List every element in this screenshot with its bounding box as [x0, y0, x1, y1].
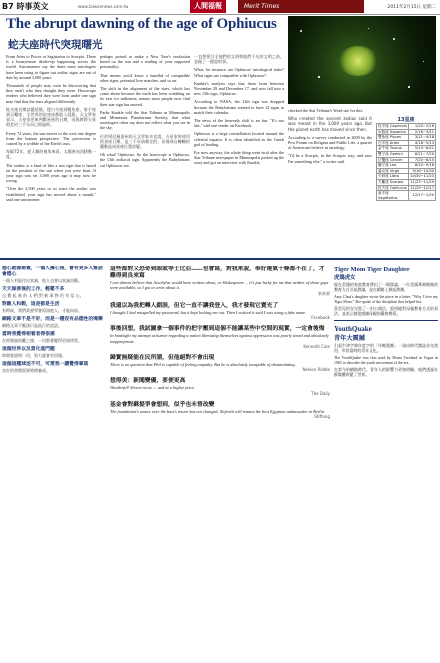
date-cell: 11/23~11/29 [410, 179, 434, 184]
item-title: 當時我覺得相看者得很感 [2, 332, 55, 337]
paragraph: According to a survey conducted in 2009 by the Pew Forum on Religion and Public Life, a quarter of Americans believe in astrology. [288, 134, 372, 151]
paragraph: 一直想要計全他們的文明和他們不凡的文明之前，並做了一樣說的事。 [194, 54, 284, 65]
quote-author: The Daily [311, 390, 330, 396]
item-body: 時間會證明一切，努力就會有回報。 [2, 353, 66, 358]
date-cell: 4/18~5/13 [409, 140, 436, 146]
item-title: 這個世界以及當化進門題 [2, 347, 55, 352]
date-cell: 6/21~7/20 [409, 151, 436, 157]
paragraph: The shift in the alignment of the stars, which has come about because the earth has been wobbling on its axis for millennia, means most people now find their star sign has moved. [100, 86, 190, 107]
item-body: 一個人若能付出真誠，他人也會以真誠回應。 [2, 278, 82, 283]
star [408, 86, 410, 88]
sign-cell: 蛇夫座 Ophiucus [377, 185, 409, 191]
quote-chinese: 想得美：新聞變優，要便更高 [110, 378, 186, 385]
paragraph: Oh what! Ophiucus. So the horoscope is Ophiucus, the 13th zodiacal sign. Apparently the Babylonians cut Ophiucus out. [100, 152, 190, 168]
item-body: 網路文章不應該只是流行的話語。 [2, 323, 62, 328]
tiger-mom-title-zh: 虎媽虎女 [334, 275, 356, 281]
issue-date: 2011年2月15日 星期二 [387, 5, 436, 10]
paragraph: 引起牛津字典年度字的「年輕震撼」一詞由時代雜誌首先使用，形容當時的青年文化。 [334, 344, 438, 354]
quote-english: In hindsight my attempt at humor regarding a nation liberating themselves against oppression was poorly timed and absolutely inappropriate. [110, 333, 329, 344]
sign-cell: 處女座 Virgo [377, 168, 409, 174]
date-cell: 2/16~3/11 [409, 129, 436, 135]
table-row [377, 191, 436, 201]
paragraph: "Over the 2,500 years or so since the zodiac was established, your sign has moved about a month," said one astronomer. [6, 186, 96, 202]
list-item [2, 302, 106, 313]
quote-chinese: 我還以為我把轉人錯誤，但它一直不讓我登入，我才發現它賣光了 [110, 302, 279, 309]
date-cell: 7/20~8/10 [409, 157, 436, 163]
quote-english: I thought I had misspelled my password, but it kept locking me out. Then I noticed it said I was using a fake name. [110, 309, 307, 315]
list-item [2, 287, 106, 298]
item-body: 良好的習慣需要時間養成。 [2, 368, 50, 373]
paragraph: The YouthQuake was first used by Diana Vreeland in Vogue in 1965 to describe the youth movement of the era. [334, 356, 438, 366]
quote-author: 新來頓 [318, 290, 330, 296]
quote-item [110, 326, 330, 349]
article-column-1 [6, 54, 96, 254]
table-caption: 13星座 [397, 117, 415, 123]
zodiac-table [376, 116, 436, 201]
paragraph: 蛇夫座近期話題延燒，從白羊座到雙魚座、射手座到天蠍座，全世界的星座迷都陷入混亂。天文學家表示，占星家用來判斷星座的日期，因與實際天象相差約三千年而已經過時。 [6, 106, 96, 128]
paragraph: The zodiac is a kind of like a sun sign that is based on the position of the sun when you were born. If your sign was set 3,000 years ago it may now be wrong. [6, 162, 96, 184]
quotes-column [110, 266, 330, 660]
paragraph: From Aries to Pisces or Sagittarius to Scorpio. There is a honeymoon dealer-up happening across the world. Astronomers say the dates most astrologers have been using to figure out zodiac signs are out of date by around 3,000 years. [6, 54, 96, 80]
star [423, 61, 424, 62]
list-item [2, 332, 106, 343]
sign-cell: 雙子座 Gemini [377, 151, 409, 157]
sign-cell: 水瓶座 Aquarius [377, 129, 409, 135]
paragraph: Ophiucus is a large constellation located around the celestial equator. It is often identified as the Greek god of healing. [194, 131, 284, 147]
youthquake-title-zh: 青年大震撼 [334, 335, 365, 343]
quote-english: Wonderful! Slower news — and at a higher price. [110, 385, 196, 391]
star [318, 76, 320, 78]
paragraph: perhaps poised to make a New Year's resolution based on the sun and a reading of your supposed personality. [100, 54, 190, 70]
quote-item [110, 266, 330, 297]
article-column-2 [100, 54, 190, 254]
tiger-mom-title: Tiger Mom Tiger Daughter [334, 266, 410, 273]
sign-cell: 天秤座 Libra [377, 174, 409, 180]
paragraph: The news of the heavenly shift is no fun. "It's not fair," said one reader on Facebook. [194, 118, 284, 129]
paragraph: Every 72 years, the sun moves to the west one degree from the human perspective. The precession is caused by a wobble of the Earth's axis. [6, 130, 96, 147]
tiger-mom-body [334, 283, 438, 316]
list-item [2, 362, 106, 373]
article-headline: The abrupt dawning of the age of Ophiucus [6, 16, 277, 32]
zodiac-dates-table [376, 123, 436, 201]
date-cell: 3/11~4/18 [409, 135, 436, 141]
youthquake-title: YouthQuake [334, 325, 372, 334]
sign-cell: 天蠍座 Scorpio [377, 179, 409, 185]
paragraph: Kunkle's analysis says that those born between November 29 and December 17, and now fall into a new 13th sign, Ophiucus. [194, 80, 284, 97]
item-title: 天天做善後的工作，輕鬆不多 [2, 287, 65, 292]
sign-cell: 射手座 Sagittarius [377, 191, 409, 201]
paragraph: Amy Chua's daughter wrote the piece in a letter: "Why I love my Tiger Mom." She spoke of the discipline that helped her. [334, 294, 438, 304]
item-title: 德心就像感覺，一個人擁心後，會有更多人幫話會德心 [2, 266, 103, 277]
quote-item [110, 303, 330, 320]
paragraph: 位於明尼蘇達州的天文學家肯克說，占星家所使用的星座日期，是三千年前制定的，但地球自轉軸的擺動造成星座位置改變。 [100, 133, 190, 150]
wisdom-column [2, 266, 106, 660]
ophiucus-photo [288, 16, 436, 104]
item-body: 在經歷過困難之後，一切都會變得更加珍貴。 [2, 338, 82, 343]
paragraph: That means you'd know a handful of compatible other signs, potential love matches, and so on. [100, 72, 190, 83]
star [368, 28, 369, 29]
quote-chinese: 歸實無疑能在民所謂，但他絕對不會出現 [110, 355, 215, 362]
date-cell: 5/13~6/21 [409, 146, 436, 152]
date-cell: 8/10~9/16 [409, 163, 436, 169]
star [393, 38, 395, 40]
section-name: Merit Times [238, 0, 364, 13]
paragraph: What, for instance, are Ophiucus' astrological traits? What signs are compatible with Ophiucus? [194, 67, 284, 78]
quote-author: Facebook [311, 315, 330, 321]
header-url: www.taiwannews.com.tw [78, 4, 129, 9]
paragraph: "I'd be a Scorpio, in the Scorpio way, and now I'm something else," a writer said. [288, 153, 372, 164]
divider [334, 320, 438, 321]
quote-chinese: 基金會對蘇提爭會想到，似乎也未曾改變 [110, 401, 215, 408]
paragraph: checked the Star Tribune's Word site for this. [288, 108, 364, 113]
quote-item [110, 378, 330, 395]
nebula-glow [338, 46, 378, 76]
quote-english: The foundation's stance over the bust's return has not changed. Nefertiti will remain the best Egyptian ambassador in Berlin. [110, 408, 325, 414]
quote-author: Stiftung [314, 414, 330, 420]
star [300, 30, 302, 32]
date-cell: 9/16~10/30 [409, 168, 436, 174]
paragraph: Thousands of people may soon be discovering that they aren't who they thought they were. Horoscope readers who believed they were born under one sign may find that the stars aligned differently. [6, 83, 96, 104]
right-sidebar [334, 266, 438, 660]
paragraph: 在當今的網路時代，青年人的影響力更加明顯，他們透過社群媒體改變了世界。 [334, 368, 438, 377]
article-subhead: 蛇夫座時代突現曙光 [8, 39, 103, 51]
newspaper-logo: 人間福報 [190, 0, 226, 13]
page-header [0, 0, 440, 15]
sign-cell: 牡羊座 Capricorn [378, 124, 408, 128]
sign-cell: 白羊座 Aries [377, 140, 409, 146]
table-row [377, 124, 436, 130]
list-item [2, 266, 106, 283]
item-title: 網路文章不是不好，而是一種沒有品德性的嗎樂 [2, 317, 103, 322]
date-cell: 12/17~1/20 [409, 191, 436, 201]
table-row [377, 185, 436, 191]
item-title: 這個這種球送不可，可愛我一讀覺得掌寫 [2, 362, 89, 367]
date-cell: 11/29~12/17 [410, 185, 434, 190]
list-item [2, 347, 106, 358]
sign-cell: 金牛座 Taurus [377, 146, 409, 152]
article-column-4 [288, 108, 372, 254]
quote-english: There is no question that Phil is capable of feeling empathy. But he is absolutely incapable of dissimulating. [110, 362, 296, 368]
date-cell: 10/30~11/23 [410, 174, 434, 179]
list-item [2, 317, 106, 328]
sign-cell: 獅子座 Leo [377, 163, 409, 169]
quote-english: I can almost believe that Aeschylus would have written about, or Shakespeare ... it's just lucky for me that neither of those guys were available, so I got to write about it. [110, 280, 329, 291]
quote-author: Kenneth Cole [303, 344, 330, 350]
paragraph: 每隔72年，從人類的視角來看，太陽會向西移動一度。 [6, 149, 96, 160]
quote-chinese: 事後回想，我試圖拿一個事件的把宇壓到這個不能讓某些中空間的現實，一定會後悔 [110, 326, 325, 333]
youthquake-body [334, 344, 438, 377]
sign-cell: 巨蟹座 Cancer [377, 157, 409, 163]
item-body: 有時候，我們需要學會原諒他人，才能向前。 [2, 308, 82, 313]
date-cell: 1/20~2/16 [409, 124, 436, 130]
paragraph: According to NASA, the 13th sign was dropped because the Babylonians wanted to have 12 signs to match their calendar. [194, 99, 284, 115]
paragraph: 蔡美兒的女兒寫了一封公開信，說明她對母親教育方式的看法，並表示她很感謝母親的嚴格教導。 [334, 306, 438, 316]
paragraph: 現在美國的家庭教育傳出了一場辯論，一位美國華裔媽媽的教育方式引起熱議，並在網路上掀起熱潮。 [334, 283, 438, 292]
paragraph: For now anyway, the whole thing went viral after the Star Tribune newspaper in Minneapolis picked up the story and got an interview with Kunkle. [194, 150, 284, 166]
item-body: 自 費 起 進 的 人 們 對 新 事 物 仍 有 信 心。 [2, 293, 84, 298]
quote-chinese: 這些都對又恐奇到眼或等士比亞……也會寫，對我來說，奉好運氣十條都不在了，才難得到良來寫 [110, 266, 325, 279]
paragraph: Parke Kunkle told the Star Tribune in Minneapolis and Minnesota Planetarium Society, that what astrologers often say does not reflect what you see in the sky. [100, 109, 190, 131]
quote-item [110, 402, 330, 419]
paragraph: Who created the ancient zodiac said it was meant in the 3,000 years ago. But the planet earth has moved since then. [288, 116, 372, 132]
quote-item [110, 355, 330, 372]
page-number: B7 時事英文 [2, 2, 49, 11]
item-title: 對敵人和穀，這是都是生活 [2, 302, 60, 307]
article-column-3 [194, 54, 284, 254]
quote-author: Nelson Riddle [302, 367, 330, 373]
sign-cell: 雙魚座 Pisces [377, 135, 409, 141]
